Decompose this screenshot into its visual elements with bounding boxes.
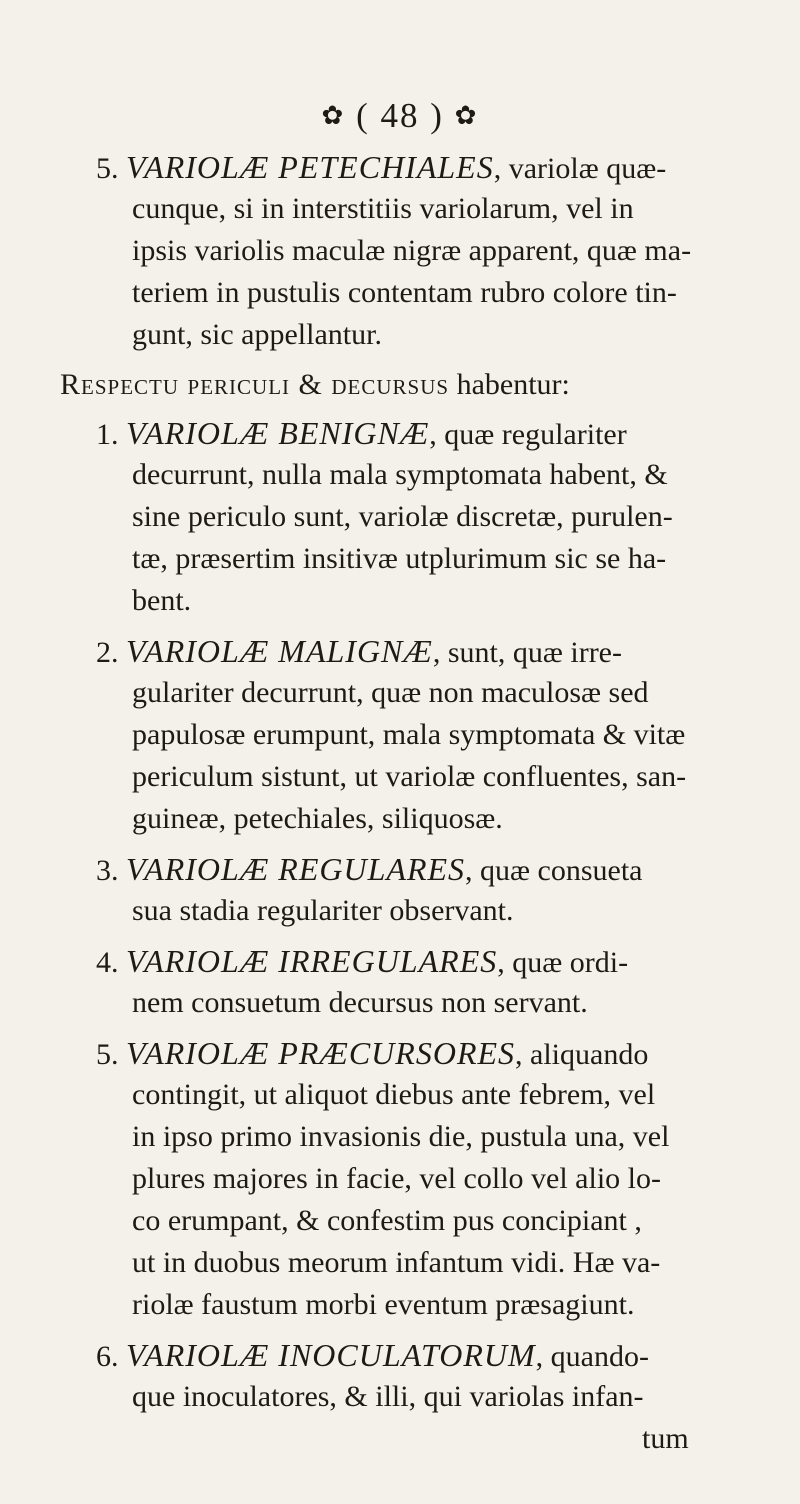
text-line: bent. bbox=[132, 584, 192, 617]
item-number: 2. bbox=[96, 636, 119, 669]
section-heading bbox=[60, 366, 570, 404]
text-line bbox=[96, 942, 628, 982]
text-line: gunt, sic appellantur. bbox=[132, 318, 382, 351]
catchword: tum bbox=[642, 1422, 689, 1455]
text-line: ipsis variolis maculæ nigræ apparent, quæ ma- bbox=[132, 234, 692, 267]
text-line bbox=[96, 1336, 649, 1376]
page-number: ( 48 ) bbox=[356, 96, 444, 135]
item-number: 5. bbox=[96, 1038, 119, 1071]
text-line: gulariter decurrunt, quæ non maculosæ sed bbox=[132, 676, 649, 709]
text-line: que inoculatores, & illi, qui variolas infan- bbox=[132, 1380, 644, 1413]
text-line: periculum sistunt, ut variolæ confluentes, san- bbox=[132, 760, 687, 793]
text-line: tæ, præsertim insitivæ utplurimum sic se ha- bbox=[132, 542, 667, 575]
heading-rest: habentur: bbox=[449, 368, 570, 401]
text-line bbox=[96, 850, 643, 890]
item-term: VARIOLÆ MALIGNÆ bbox=[126, 633, 433, 669]
text-line: riolæ faustum morbi eventum præsagiunt. bbox=[132, 1288, 635, 1321]
text-line bbox=[96, 632, 622, 672]
text-line bbox=[96, 414, 627, 454]
item-term: VARIOLÆ PETECHIALES bbox=[126, 149, 494, 185]
item-number: 1. bbox=[96, 418, 119, 451]
item-term: VARIOLÆ IRREGULARES bbox=[126, 943, 498, 979]
heading-smallcaps: Respectu periculi & decursus bbox=[60, 368, 450, 401]
line-text: , aliquando bbox=[515, 1038, 649, 1071]
line-text: , quæ regulariter bbox=[429, 418, 627, 451]
left-ornament-icon: ✿ bbox=[321, 101, 346, 130]
item-number: 6. bbox=[96, 1340, 119, 1373]
text-line: in ipso primo invasionis die, pustula una, vel bbox=[132, 1120, 670, 1153]
text-line: ut in duobus meorum infantum vidi. Hæ va- bbox=[132, 1246, 661, 1279]
text-line: contingit, ut aliquot diebus ante febrem, vel bbox=[132, 1078, 656, 1111]
text-line: guineæ, petechiales, siliquosæ. bbox=[132, 802, 503, 835]
line-text: , quando- bbox=[535, 1340, 649, 1373]
page-header bbox=[0, 96, 800, 136]
text-line: cunque, si in interstitiis variolarum, vel in bbox=[132, 192, 634, 225]
text-line: sine periculo sunt, variolæ discretæ, purulen- bbox=[132, 500, 673, 533]
text-line: sua stadia regulariter observant. bbox=[132, 894, 514, 927]
text-line: nem consuetum decursus non servant. bbox=[132, 986, 588, 1019]
line-text: , variolæ quæ- bbox=[493, 152, 667, 185]
right-ornament-icon: ✿ bbox=[454, 101, 479, 130]
text-line: decurrunt, nulla mala symptomata habent, & bbox=[132, 458, 668, 491]
item-term: VARIOLÆ REGULARES bbox=[126, 851, 466, 887]
item-term: VARIOLÆ BENIGNÆ bbox=[126, 415, 430, 451]
item-term: VARIOLÆ PRÆCURSORES bbox=[126, 1035, 516, 1071]
line-text: , quæ ordi- bbox=[497, 946, 629, 979]
item-number: 5. bbox=[96, 152, 119, 185]
text-line: papulosæ erumpunt, mala symptomata & vitæ bbox=[132, 718, 686, 751]
text-line: teriem in pustulis contentam rubro colore tin- bbox=[132, 276, 677, 309]
line-text: , sunt, quæ irre- bbox=[432, 636, 622, 669]
text-line bbox=[96, 148, 666, 188]
text-line: plures majores in facie, vel collo vel alio lo- bbox=[132, 1162, 661, 1195]
text-line bbox=[96, 1034, 648, 1074]
text-line: co erumpant, & confestim pus concipiant , bbox=[132, 1204, 642, 1237]
line-text: , quæ consueta bbox=[465, 854, 643, 887]
item-term: VARIOLÆ INOCULATORUM bbox=[126, 1337, 536, 1373]
item-number: 4. bbox=[96, 946, 119, 979]
item-number: 3. bbox=[96, 854, 119, 887]
